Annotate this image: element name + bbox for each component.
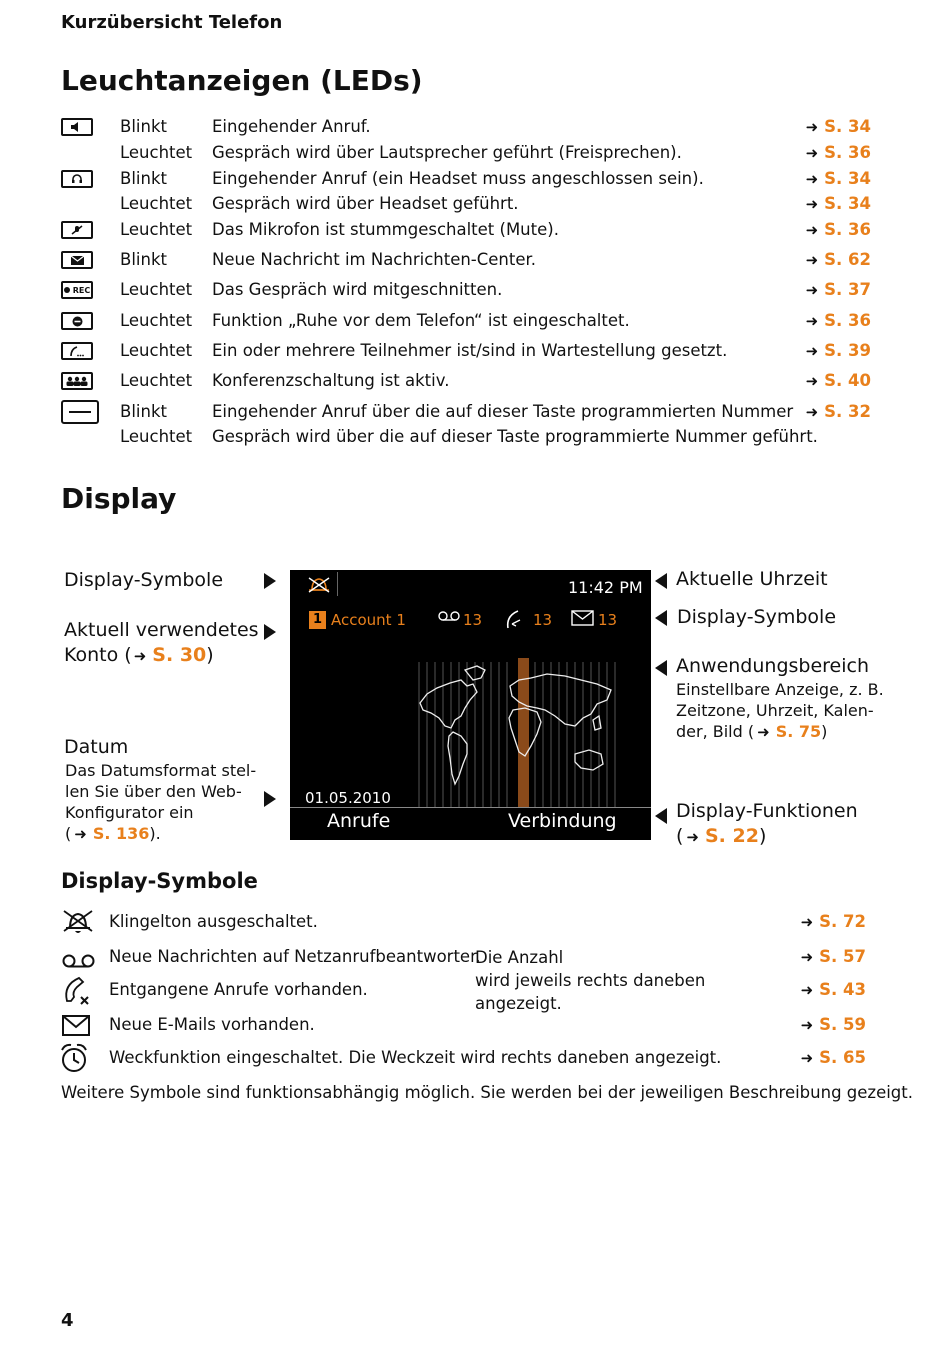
led-state: Blinkt bbox=[120, 402, 167, 421]
arrow-right-icon: ➜ bbox=[805, 118, 819, 136]
led-state: Leuchtet bbox=[120, 311, 193, 330]
arrow-right-icon: ➜ bbox=[74, 825, 87, 843]
led-description: Eingehender Anruf (ein Headset muss angeschlossen sein). bbox=[212, 169, 704, 188]
arrow-right-icon: ➜ bbox=[805, 251, 819, 269]
label-display-functions: Display-Funktionen bbox=[676, 800, 858, 822]
label-date-description: Das Datumsformat stel- len Sie über den Web- Konfigurator ein ( ➜ S. 136). bbox=[65, 761, 257, 843]
pointer-right-icon bbox=[264, 573, 276, 589]
symbol-description: Neue Nachrichten auf Netzanrufbeantworter. bbox=[109, 947, 481, 966]
count-note: Die Anzahl wird jeweils rechts daneben angezeigt. bbox=[475, 948, 706, 1013]
symbol-row bbox=[61, 975, 866, 1005]
label-current-time: Aktuelle Uhrzeit bbox=[676, 568, 828, 590]
arrow-right-icon: ➜ bbox=[805, 312, 819, 330]
alarm-clock-icon bbox=[61, 1043, 95, 1073]
led-row bbox=[61, 166, 871, 192]
page-reference[interactable]: ➜ S. 40 bbox=[805, 371, 871, 390]
label-display-functions-ref: ( ➜ S. 22) bbox=[676, 825, 767, 847]
page-reference[interactable]: ➜ S. 39 bbox=[805, 341, 871, 360]
page-reference[interactable]: ➜ S. 34 bbox=[805, 117, 871, 136]
ringer-off-icon bbox=[306, 575, 332, 595]
led-state: Leuchtet bbox=[120, 143, 193, 162]
arrow-right-icon: ➜ bbox=[805, 221, 819, 239]
symbol-description: Weckfunktion eingeschaltet. Die Weckzeit wird rechts daneben angezeigt. bbox=[109, 1048, 722, 1067]
led-state: Blinkt bbox=[120, 117, 167, 136]
hold-icon bbox=[61, 342, 93, 360]
page-reference[interactable]: ➜ S. 36 bbox=[805, 143, 871, 162]
mute-icon bbox=[61, 221, 93, 239]
running-header: Kurzübersicht Telefon bbox=[61, 12, 283, 33]
led-state: Leuchtet bbox=[120, 427, 193, 446]
arrow-right-icon: ➜ bbox=[800, 981, 814, 999]
do-not-disturb-icon bbox=[61, 312, 93, 330]
page-reference[interactable]: S. 30 bbox=[152, 644, 207, 666]
page-reference[interactable]: ➜ S. 62 bbox=[805, 250, 871, 269]
screen-account-name: Account 1 bbox=[331, 611, 406, 629]
led-row bbox=[61, 424, 871, 450]
led-row bbox=[61, 308, 871, 334]
led-state: Leuchtet bbox=[120, 194, 193, 213]
world-map-graphic bbox=[415, 658, 625, 808]
arrow-right-icon: ➜ bbox=[805, 281, 819, 299]
missed-call-icon bbox=[504, 608, 530, 630]
display-symbols-title: Display-Symbole bbox=[61, 869, 258, 893]
pointer-right-icon bbox=[264, 624, 276, 640]
page-reference[interactable]: S. 75 bbox=[775, 722, 822, 741]
missed-call-count: 13 bbox=[533, 611, 553, 629]
label-application-area-description: Einstellbare Anzeige, z. B. Zeitzone, Uhrzeit, Kalen- der, Bild ( ➜ S. 75) bbox=[676, 680, 884, 741]
page-reference[interactable]: ➜ S. 72 bbox=[800, 912, 866, 931]
voicemail-icon bbox=[61, 942, 95, 972]
pointer-right-icon bbox=[264, 791, 276, 807]
led-description: Gespräch wird über Headset geführt. bbox=[212, 194, 519, 213]
led-row bbox=[61, 247, 871, 273]
softkey-verbindung[interactable]: Verbindung bbox=[508, 810, 617, 832]
display-section-title: Display bbox=[61, 482, 177, 515]
led-description: Gespräch wird über Lautsprecher geführt (Freisprechen). bbox=[212, 143, 682, 162]
page-reference[interactable]: ➜ S. 37 bbox=[805, 280, 871, 299]
led-description: Das Mikrofon ist stummgeschaltet (Mute). bbox=[212, 220, 559, 239]
pointer-left-icon bbox=[655, 808, 667, 824]
page-reference[interactable]: ➜ S. 34 bbox=[805, 194, 871, 213]
led-row bbox=[61, 277, 871, 303]
missed-call-icon bbox=[61, 975, 95, 1005]
led-description: Eingehender Anruf über die auf dieser Taste programmierten Nummer bbox=[212, 402, 794, 421]
page-reference[interactable]: ➜ S. 59 bbox=[800, 1015, 866, 1034]
email-icon bbox=[61, 1010, 95, 1040]
led-description: Das Gespräch wird mitgeschnitten. bbox=[212, 280, 503, 299]
led-state: Leuchtet bbox=[120, 341, 193, 360]
ringer-off-icon bbox=[61, 907, 95, 937]
leds-section-title: Leuchtanzeigen (LEDs) bbox=[61, 64, 423, 97]
led-state: Leuchtet bbox=[120, 371, 193, 390]
led-row bbox=[61, 368, 871, 394]
email-count: 13 bbox=[598, 611, 618, 629]
arrow-right-icon: ➜ bbox=[805, 170, 819, 188]
led-row bbox=[61, 140, 871, 166]
led-description: Funktion „Ruhe vor dem Telefon“ ist eingeschaltet. bbox=[212, 311, 630, 330]
symbol-description: Neue E-Mails vorhanden. bbox=[109, 1015, 315, 1034]
headset-icon bbox=[61, 170, 93, 188]
screen-date: 01.05.2010 bbox=[305, 789, 391, 807]
page-reference[interactable]: ➜ S. 36 bbox=[805, 220, 871, 239]
page-reference[interactable]: ➜ S. 32 bbox=[805, 402, 871, 421]
record-icon: REC bbox=[61, 281, 93, 299]
arrow-right-icon: ➜ bbox=[805, 342, 819, 360]
arrow-right-icon: ➜ bbox=[686, 828, 699, 846]
arrow-right-icon: ➜ bbox=[133, 647, 147, 665]
arrow-right-icon: ➜ bbox=[800, 948, 814, 966]
page-reference[interactable]: S. 22 bbox=[705, 825, 759, 847]
symbol-row bbox=[61, 907, 866, 937]
email-icon bbox=[571, 610, 594, 626]
led-description: Konferenzschaltung ist aktiv. bbox=[212, 371, 450, 390]
arrow-right-icon: ➜ bbox=[800, 1049, 814, 1067]
led-description: Eingehender Anruf. bbox=[212, 117, 371, 136]
led-row bbox=[61, 191, 871, 217]
divider bbox=[290, 807, 651, 808]
screen-time: 11:42 PM bbox=[568, 578, 643, 597]
label-display-symbols-right: Display-Symbole bbox=[677, 606, 837, 628]
symbol-row bbox=[61, 1010, 866, 1040]
symbol-description: Klingelton ausgeschaltet. bbox=[109, 912, 318, 931]
divider bbox=[337, 572, 338, 596]
label-date: Datum bbox=[64, 736, 129, 758]
footer-note: Weitere Symbole sind funktionsabhängig möglich. Sie werden bei der jeweiligen Beschreibung gezeigt. bbox=[61, 1083, 913, 1102]
led-state: Leuchtet bbox=[120, 280, 193, 299]
softkey-anrufe[interactable]: Anrufe bbox=[327, 810, 391, 832]
arrow-right-icon: ➜ bbox=[800, 913, 814, 931]
label-account-line1: Aktuell verwendetes bbox=[64, 619, 259, 641]
led-state: Blinkt bbox=[120, 169, 167, 188]
led-description: Gespräch wird über die auf dieser Taste programmierte Nummer geführt. bbox=[212, 427, 818, 446]
speaker-icon bbox=[61, 118, 93, 136]
label-display-symbols-left: Display-Symbole bbox=[64, 569, 224, 591]
voicemail-icon bbox=[438, 611, 460, 623]
led-row bbox=[61, 114, 871, 140]
message-icon bbox=[61, 251, 93, 269]
pointer-left-icon bbox=[655, 573, 667, 589]
pointer-left-icon bbox=[655, 610, 667, 626]
led-row bbox=[61, 338, 871, 364]
led-row bbox=[61, 217, 871, 243]
symbol-row bbox=[61, 942, 866, 972]
arrow-right-icon: ➜ bbox=[805, 372, 819, 390]
page-number: 4 bbox=[61, 1310, 74, 1331]
page-reference[interactable]: ➜ S. 36 bbox=[805, 311, 871, 330]
page-reference[interactable]: ➜ S. 43 bbox=[800, 980, 866, 999]
led-row bbox=[61, 399, 871, 425]
programmable-key-icon bbox=[61, 400, 99, 424]
label-application-area: Anwendungsbereich bbox=[676, 655, 870, 677]
arrow-right-icon: ➜ bbox=[805, 403, 819, 421]
arrow-right-icon: ➜ bbox=[805, 144, 819, 162]
symbol-row bbox=[61, 1043, 866, 1073]
led-state: Blinkt bbox=[120, 250, 167, 269]
led-description: Neue Nachricht im Nachrichten-Center. bbox=[212, 250, 537, 269]
symbol-description: Entgangene Anrufe vorhanden. bbox=[109, 980, 368, 999]
page-reference[interactable]: ➜ S. 65 bbox=[800, 1048, 866, 1067]
led-state: Leuchtet bbox=[120, 220, 193, 239]
account-number-badge: 1 bbox=[309, 611, 326, 629]
pointer-left-icon bbox=[655, 660, 667, 676]
phone-display-screen bbox=[290, 570, 651, 840]
arrow-right-icon: ➜ bbox=[800, 1016, 814, 1034]
page-reference[interactable]: ➜ S. 34 bbox=[805, 169, 871, 188]
page-reference[interactable]: S. 136 bbox=[92, 824, 150, 843]
arrow-right-icon: ➜ bbox=[805, 195, 819, 213]
led-description: Ein oder mehrere Teilnehmer ist/sind in Wartestellung gesetzt. bbox=[212, 341, 728, 360]
conference-icon bbox=[61, 372, 93, 390]
voicemail-count: 13 bbox=[463, 611, 483, 629]
label-account-line2: Konto ( ➜ S. 30) bbox=[64, 644, 214, 666]
arrow-right-icon: ➜ bbox=[757, 723, 770, 741]
page-reference[interactable]: ➜ S. 57 bbox=[800, 947, 866, 966]
